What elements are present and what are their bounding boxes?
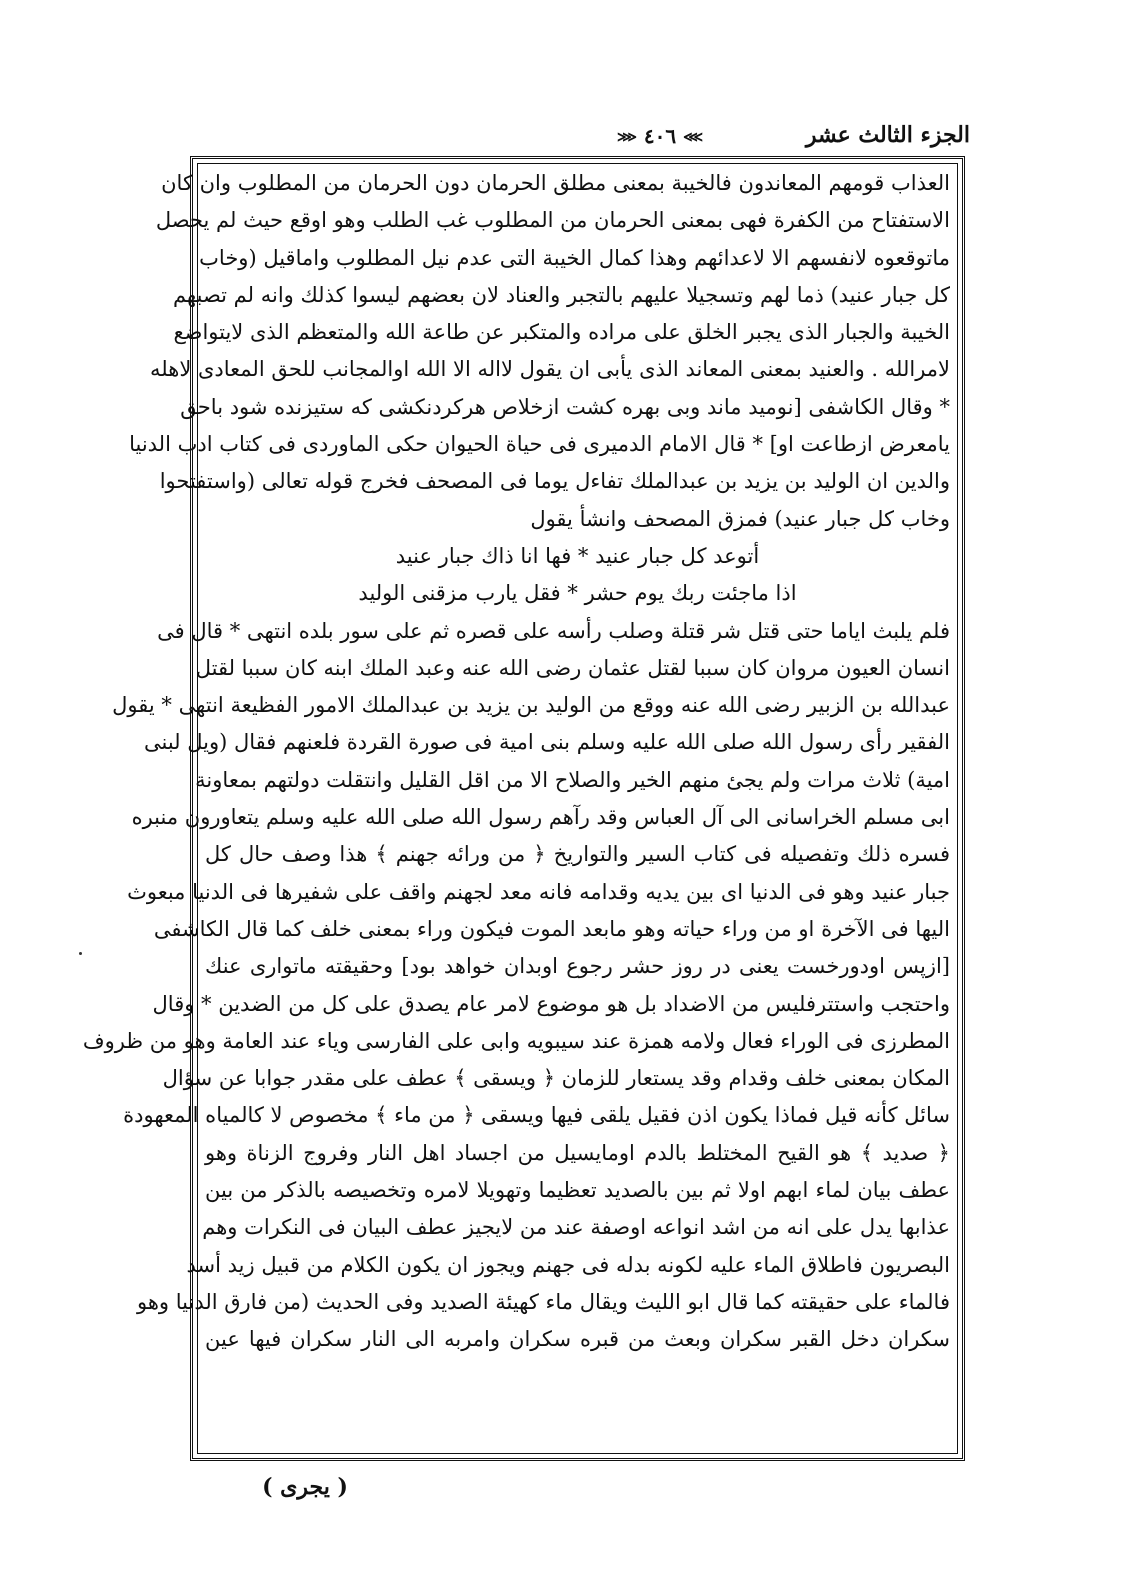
text-line: البصريون فاطلاق الماء عليه لكونه بدله فى جهنم ويجوز ان يكون الكلام من قبيل زيد أسد bbox=[186, 1252, 950, 1277]
text-line: انسان العيون مروان كان سببا لقتل عثمان رضى الله عنه وعبد الملك ابنه كان سببا لقتل bbox=[195, 655, 950, 680]
ornament-left-icon: ⋙ bbox=[616, 129, 637, 146]
text-line: وخاب كل جبار عنيد) فمزق المصحف وانشأ يقول bbox=[530, 506, 950, 531]
poetry-verse: أتوعد كل جبار عنيد * فها انا ذاك جبار عنيد bbox=[395, 543, 760, 568]
text-line: الفقير رأى رسول الله صلى الله عليه وسلم بنى امية فى صورة القردة فلعنهم فقال (ويل لبنى bbox=[144, 730, 950, 755]
text-line: يامعرض ازطاعت او] * قال الامام الدميرى فى حياة الحيوان حكى الماوردى فى كتاب ادب الدنيا bbox=[129, 432, 950, 457]
text-line: فسره ذلك وتفصيله فى كتاب السير والتواريخ ﴿ من ورائه جهنم ﴾ هذا وصف حال كل bbox=[205, 842, 950, 867]
text-line: سائل كأنه قيل فماذا يكون اذن فقيل يلقى فيها ويسقى ﴿ من ماء ﴾ مخصوص لا كالمياه المعهودة bbox=[123, 1103, 950, 1128]
text-line: جبار عنيد وهو فى الدنيا اى بين يديه وقدامه فانه معد لجهنم واقف على شفيرها فى الدنيا مبعوث bbox=[127, 879, 950, 904]
volume-title: الجزء الثالث عشر bbox=[805, 122, 970, 148]
text-line: [ازپس اودورخست يعنى در روز حشر رجوع اوبدان خواهد بود] وحقيقته ماتوارى عنك bbox=[205, 954, 950, 979]
text-line: العذاب قومهم المعاندون فالخيبة بمعنى مطلق الحرمان دون الحرمان من المطلوب وان كان bbox=[161, 171, 950, 195]
text-line: الاستفتاح من الكفرة فهى بمعنى الحرمان من المطلوب غب الطلب وهو اوقع حيث لم يحصل bbox=[155, 208, 950, 233]
text-line: ﴿ صديد ﴾ هو القيح المختلط بالدم اومايسيل من اجساد اهل النار وفروج الزناة وهو bbox=[205, 1140, 950, 1165]
text-line: الخيبة والجبار الذى يجبر الخلق على مراده والمتكبر عن طاعة الله والمتعظم الذى لايتواضع bbox=[173, 320, 950, 345]
text-line: عبدالله بن الزبير رضى الله عنه ووقع من الوليد بن يزيد بن عبدالملك الامور الفظيعة انتهى * يقول bbox=[112, 693, 950, 718]
text-line: المطرزى فى الوراء فعال ولامه همزة عند سيبويه وابى على الفارسى وياء عند العامة وهو من ظروف bbox=[82, 1028, 950, 1053]
text-line: عطف بيان لماء ابهم اولا ثم بين بالصديد تعظيما وتهويلا لامره وتخصيصه بالذكر من بين bbox=[205, 1178, 950, 1203]
text-line: ابى مسلم الخراسانى الى آل العباس وقد رآهم رسول الله صلى الله عليه وسلم يتعاورون منبره bbox=[131, 805, 950, 830]
text-line: فلم يلبث اياما حتى قتل شر قتلة وصلب رأسه على قصره ثم على سور بلده انتهى * قال فى bbox=[157, 618, 950, 643]
text-line: امية) ثلاث مرات ولم يجئ منهم الخير والصلاح الا من اقل القليل وانتقلت دولتهم بمعاونة bbox=[195, 767, 950, 792]
text-line: فالماء على حقيقته كما قال ابو الليث ويقال ماء كهيئة الصديد وفى الحديث (من فارق الدنيا وهو bbox=[137, 1289, 950, 1314]
text-line: ماتوقعوه لانفسهم الا لاعدائهم وهذا كمال الخيبة التى عدم نيل المطلوب واماقيل (وخاب bbox=[199, 245, 950, 270]
text-line: كل جبار عنيد) ذما لهم وتسجيلا عليهم بالتجبر والعناد لان بعضهم ليسوا كذلك وانه لم تصبهم bbox=[172, 282, 950, 307]
text-line: لامرالله . والعنيد بمعنى المعاند الذى يأبى ان يقول لااله الا الله اوالمجانب للحق المعادى لاهله bbox=[150, 357, 950, 382]
ornament-right-icon: ⋘ bbox=[683, 129, 703, 146]
margin-speck bbox=[79, 952, 82, 955]
text-line: اليها فى الآخرة او من وراء حياته وهو مابعد الموت فيكون وراء بمعنى خلف كما قال الكاشفى bbox=[153, 916, 950, 941]
main-text bbox=[82, 165, 950, 1359]
text-line: واحتجب واستترفليس من الاضداد بل هو موضوع لامر عام يصدق على كل من الضدين * وقال bbox=[152, 991, 950, 1016]
page-number: ٤٠٦ bbox=[643, 124, 677, 148]
poetry-verse: اذا ماجئت ربك يوم حشر * فقل يارب مزقنى الوليد bbox=[358, 581, 797, 606]
text-line: عذابها يدل على انه من اشد انواعه اوصفة عند من لايجيز عطف البيان فى النكرات وهم bbox=[202, 1215, 950, 1240]
text-line: والدين ان الوليد بن يزيد بن عبدالملك تفاءل يوما فى المصحف فخرج قوله تعالى (واستفتحوا bbox=[159, 469, 950, 494]
text-line: * وقال الكاشفى [نوميد ماند وبى بهره كشت ازخلاص هركردنكشى كه ستيزنده شود باحق bbox=[180, 394, 950, 419]
catchword: ( يجرى ) bbox=[262, 1474, 348, 1500]
text-line: المكان بمعنى خلف وقدام وقد يستعار للزمان ﴿ ويسقى ﴾ عطف على مقدر جوابا عن سؤال bbox=[162, 1066, 950, 1091]
page-number-block bbox=[510, 124, 810, 148]
text-line: سكران دخل القبر سكران وبعث من قبره سكران وامربه الى النار سكران فيها عين bbox=[205, 1327, 950, 1352]
